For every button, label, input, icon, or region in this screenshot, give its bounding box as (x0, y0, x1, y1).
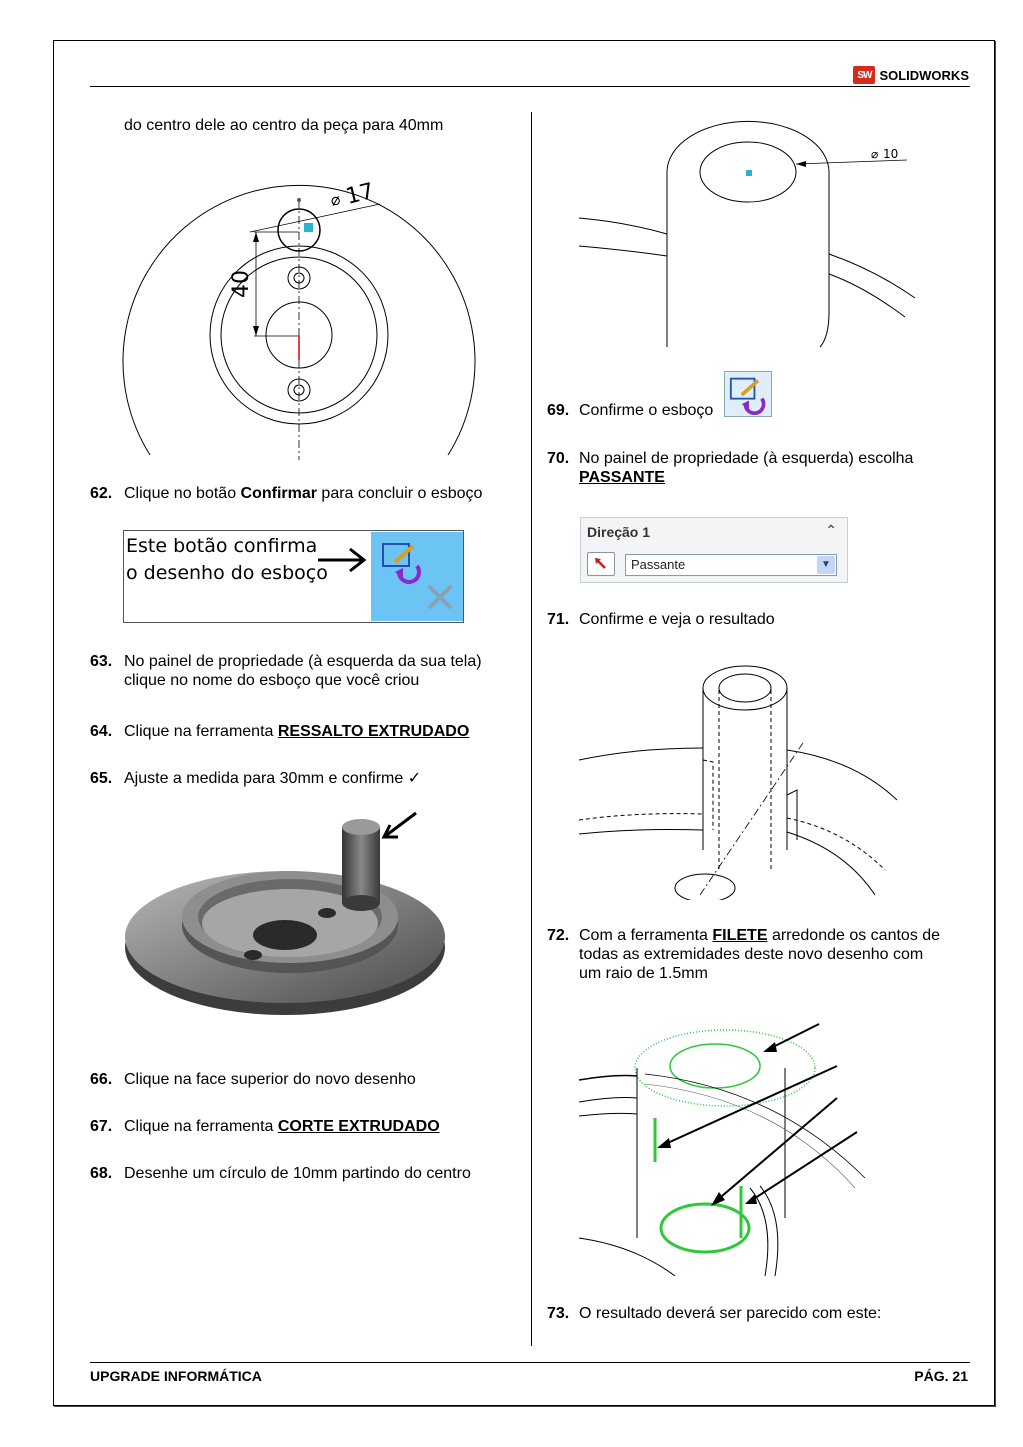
column-divider (531, 112, 532, 1346)
direction-panel (580, 517, 848, 583)
tool-passante: PASSANTE (579, 469, 665, 486)
extruded-part-render (120, 805, 465, 1020)
sketch-figure-top-circle (575, 112, 920, 352)
svg-text:⌀: ⌀ (328, 189, 343, 210)
page-number: PÁG. 21 (914, 1368, 968, 1384)
confirm-sketch-icon-inline[interactable] (724, 371, 772, 417)
dim-height-label: 40 (229, 270, 254, 298)
dim-10-label: 10 (883, 147, 899, 161)
end-condition-select[interactable]: Passante ▼ (625, 554, 837, 576)
header-brand (853, 66, 969, 84)
cut-result-wireframe (575, 650, 905, 900)
confirm-sketch-icon (729, 375, 769, 415)
fillet-edges-figure (575, 1018, 875, 1276)
footer-company: UPGRADE INFORMÁTICA (90, 1368, 262, 1384)
footer-rule (90, 1362, 970, 1363)
solidworks-logo-icon: SW (853, 66, 875, 84)
chevron-down-icon[interactable]: ▼ (817, 556, 835, 574)
collapse-chevron-icon[interactable]: ⌃ (825, 522, 837, 538)
cancel-x-icon[interactable] (425, 582, 455, 612)
tool-corte-extrudado: CORTE EXTRUDADO (277, 1118, 440, 1135)
confirm-sketch-icon[interactable] (381, 540, 425, 584)
brand-name: SOLIDWORKS (879, 67, 969, 83)
header-rule (90, 86, 970, 87)
svg-text:⌀: ⌀ (871, 147, 879, 161)
tool-ressalto-extrudado: RESSALTO EXTRUDADO (277, 723, 470, 740)
reverse-arrow-icon (593, 556, 609, 572)
panel-heading: Direção 1 (587, 524, 651, 540)
intro-text: do centro dele ao centro da peça para 40mm (124, 117, 444, 134)
tool-filete: FILETE (712, 927, 768, 944)
confirm-toolbar-area (371, 532, 463, 621)
confirm-button-callout: Este botão confirma o desenho do esboço (123, 530, 464, 623)
arrow-right-icon (314, 545, 370, 575)
dim-diameter-label: 17 (343, 178, 377, 210)
sketch-figure-circles (120, 160, 480, 460)
reverse-direction-button[interactable] (587, 552, 615, 576)
